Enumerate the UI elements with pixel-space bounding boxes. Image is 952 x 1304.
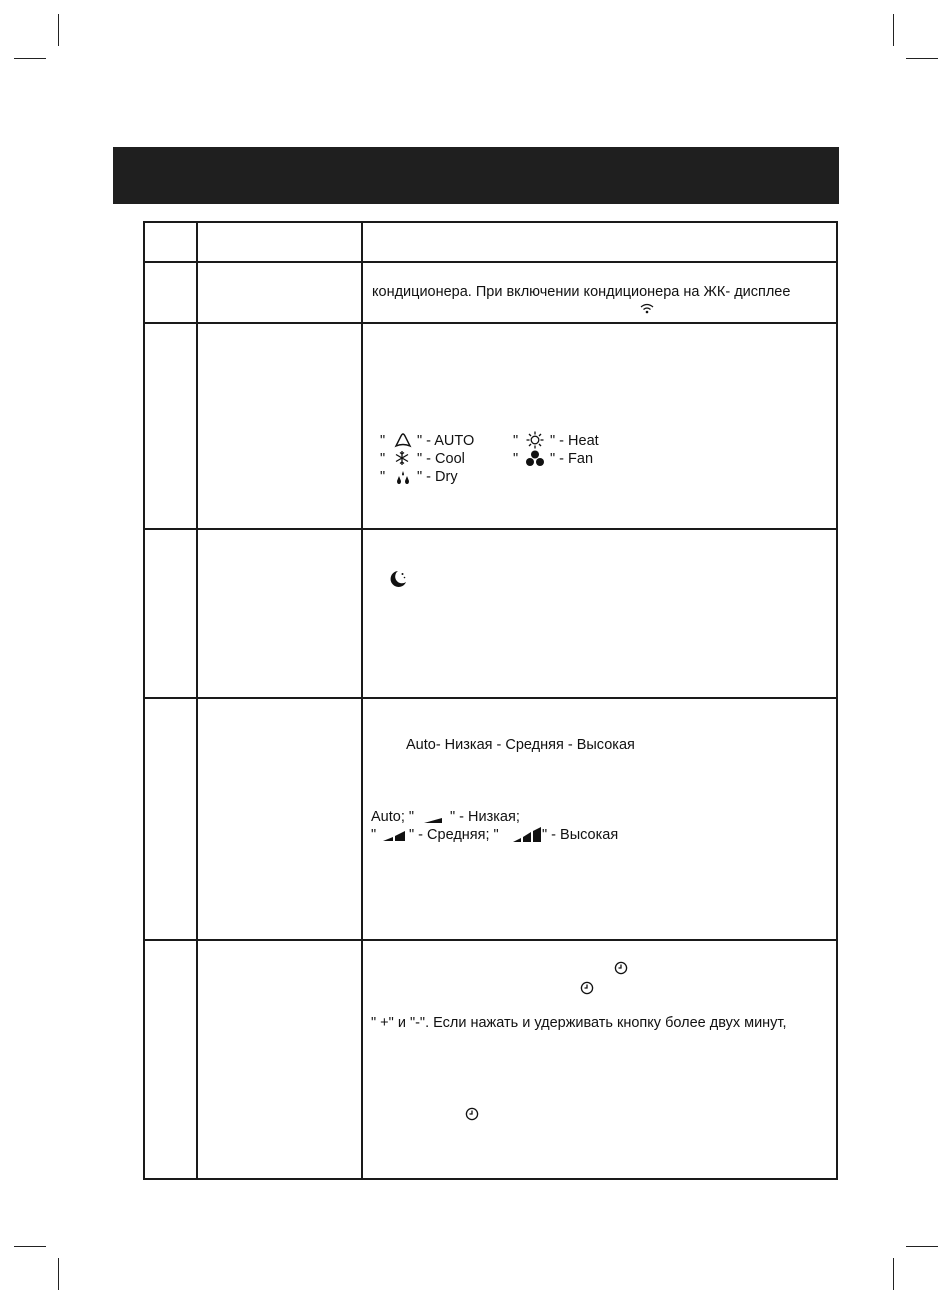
- crop-mark: [893, 14, 894, 46]
- sun-icon: [526, 431, 544, 449]
- fan-auto-prefix: Auto; ": [371, 809, 415, 825]
- mode-quote: ": [380, 451, 386, 467]
- crop-mark: [58, 14, 59, 46]
- wifi-signal-icon: [639, 302, 655, 314]
- mode-quote: ": [380, 469, 386, 485]
- mode-quote: ": [513, 433, 519, 449]
- fan-low-label: " - Низкая;: [450, 809, 520, 825]
- fan-mid-quote: ": [371, 827, 377, 843]
- crop-mark: [14, 1246, 46, 1247]
- droplets-icon: [394, 470, 412, 486]
- function-table: [143, 221, 838, 1180]
- timer-description-text: " +" и "-". Если нажать и удерживать кнопку более двух минут,: [371, 1015, 787, 1031]
- crop-mark: [906, 1246, 938, 1247]
- row-divider: [145, 322, 836, 324]
- clock-icon: [465, 1107, 479, 1121]
- section-header-bar: [113, 147, 839, 204]
- row-divider: [145, 697, 836, 699]
- clock-icon: [614, 961, 628, 975]
- mode-cool-label: " - Cool: [417, 451, 465, 467]
- crop-mark: [906, 58, 938, 59]
- fan-speed-medium-icon: [382, 828, 406, 842]
- crop-mark: [58, 1258, 59, 1290]
- mode-dry-label: " - Dry: [417, 469, 458, 485]
- fan-speed-high-icon: [512, 826, 542, 843]
- fan-high-label: " - Высокая: [542, 827, 619, 843]
- column-divider: [196, 223, 198, 1178]
- row-divider: [145, 528, 836, 530]
- moon-sleep-icon: [388, 569, 408, 589]
- row-divider: [145, 939, 836, 941]
- power-description-text: кондиционера. При включении кондиционера на ЖК- дисплее: [372, 284, 791, 300]
- fan-speed-sequence: Auto- Низкая - Средняя - Высокая: [406, 737, 635, 753]
- crop-mark: [893, 1258, 894, 1290]
- mode-quote: ": [380, 433, 386, 449]
- column-divider: [361, 223, 363, 1178]
- snowflake-icon: [394, 450, 410, 466]
- clock-icon: [580, 981, 594, 995]
- fan-mid-label: " - Средняя; ": [409, 827, 499, 843]
- crop-mark: [14, 58, 46, 59]
- mode-quote: ": [513, 451, 519, 467]
- auto-mode-icon: [394, 432, 412, 448]
- mode-auto-label: " - AUTO: [417, 433, 475, 449]
- mode-fan-label: " - Fan: [550, 451, 594, 467]
- fan-icon: [526, 450, 544, 467]
- row-divider: [145, 261, 836, 263]
- mode-heat-label: " - Heat: [550, 433, 599, 449]
- fan-speed-low-icon: [423, 814, 443, 824]
